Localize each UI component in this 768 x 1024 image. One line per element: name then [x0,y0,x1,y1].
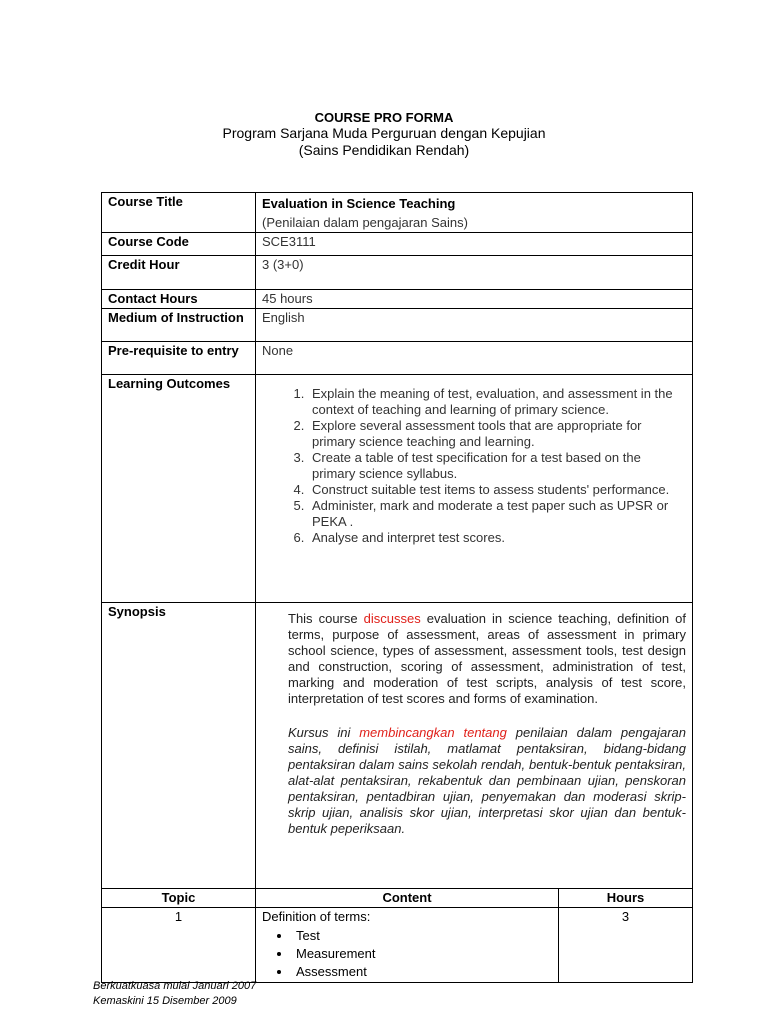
medium-label: Medium of Instruction [102,309,256,342]
synopsis-ms-highlight: membincangkan tentang [359,725,507,740]
row-prerequisite [102,342,693,375]
learning-outcomes-list [262,386,686,546]
row-course-code [102,233,693,256]
content-heading: Definition of terms: [262,909,371,924]
course-table [101,192,692,983]
row-credit-hour [102,256,693,290]
list-item: • Measurement [292,945,552,963]
topic-content [256,908,559,983]
synopsis-ms-text: Kursus ini [288,725,360,740]
row-synopsis [102,603,693,889]
synopsis-en-text: This course [288,611,364,626]
footer-effective-date: Berkuatkuasa mulai Januari 2007 [93,980,257,992]
prerequisite-value: None [256,342,693,375]
synopsis-ms-text: penilaian dalam pengajaran sains, definisi istilah, matlamat pentaksiran, bidang-bidang pentaksiran dalam sains sekolah rendah, bentuk-bentuk pentaksiran, alat-alat pentaksiran, rekabentuk dan pembinaan ujian, penskoran pentaksiran, pentadbiran ujian, penyemakan dan moderasi skrip-skrip ujian, analisis skor ujian, interpretasi skor ujian dan bentuk-bentuk peperiksaan. [288,725,686,836]
synopsis-malay [288,725,686,837]
synopsis-english [288,611,686,707]
program-name: Program Sarjana Muda Perguruan dengan Kepujian [222,125,546,141]
synopsis-en-highlight: discusses [363,611,421,626]
synopsis-label: Synopsis [102,603,256,889]
synopsis-value [256,603,693,889]
list-item: • Test [292,927,552,945]
row-contact-hours [102,290,693,309]
list-item: 3. Create a table of test specification for a test based on the primary science syllabus. [308,450,686,482]
list-item: 4. Construct suitable test items to assess students' performance. [308,482,686,498]
list-item: 1. Explain the meaning of test, evaluation, and assessment in the context of teaching and learning of primary science. [308,386,686,418]
credit-hour-value: 3 (3+0) [256,256,693,290]
course-title-en: Evaluation in Science Teaching [262,196,456,211]
content-header: Content [256,889,559,908]
footer-updated-date: Kemaskini 15 Disember 2009 [93,995,237,1007]
prerequisite-label: Pre-requisite to entry [102,342,256,375]
row-medium [102,309,693,342]
list-item: 2. Explore several assessment tools that are appropriate for primary science teaching and learning. [308,418,686,450]
topic-header: Topic [102,889,256,908]
topics-header-row [102,889,693,908]
learning-outcomes-label: Learning Outcomes [102,375,256,603]
row-learning-outcomes [102,375,693,603]
list-item: • Assessment [292,963,552,981]
document-title: COURSE PRO FORMA [314,110,454,125]
table-row [102,908,693,983]
credit-hour-label: Credit Hour [102,256,256,290]
content-bullet-list [262,927,552,981]
course-title-label: Course Title [102,193,256,233]
course-title-value [256,193,693,233]
row-course-title [102,193,693,233]
list-item: 5. Administer, mark and moderate a test paper such as UPSR or PEKA . [308,498,686,530]
learning-outcomes-value [256,375,693,603]
list-item: 6. Analyse and interpret test scores. [308,530,686,546]
topic-number: 1 [102,908,256,983]
course-code-value: SCE3111 [256,233,693,256]
medium-value: English [256,309,693,342]
hours-header: Hours [559,889,693,908]
topic-hours: 3 [559,908,693,983]
course-code-label: Course Code [102,233,256,256]
synopsis-en-text: evaluation in science teaching, definition of terms, purpose of assessment, areas of assessment in primary school science, types of assessment, assessment tools, test design and construction, scoring of assessment, administration of test, marking and moderation of test scripts, analysis of test score, interpretation of test scores and forms of examination. [288,611,686,706]
contact-hours-label: Contact Hours [102,290,256,309]
contact-hours-value: 45 hours [256,290,693,309]
program-specialisation: (Sains Pendidikan Rendah) [298,142,470,158]
course-title-ms: (Penilaian dalam pengajaran Sains) [262,215,468,230]
